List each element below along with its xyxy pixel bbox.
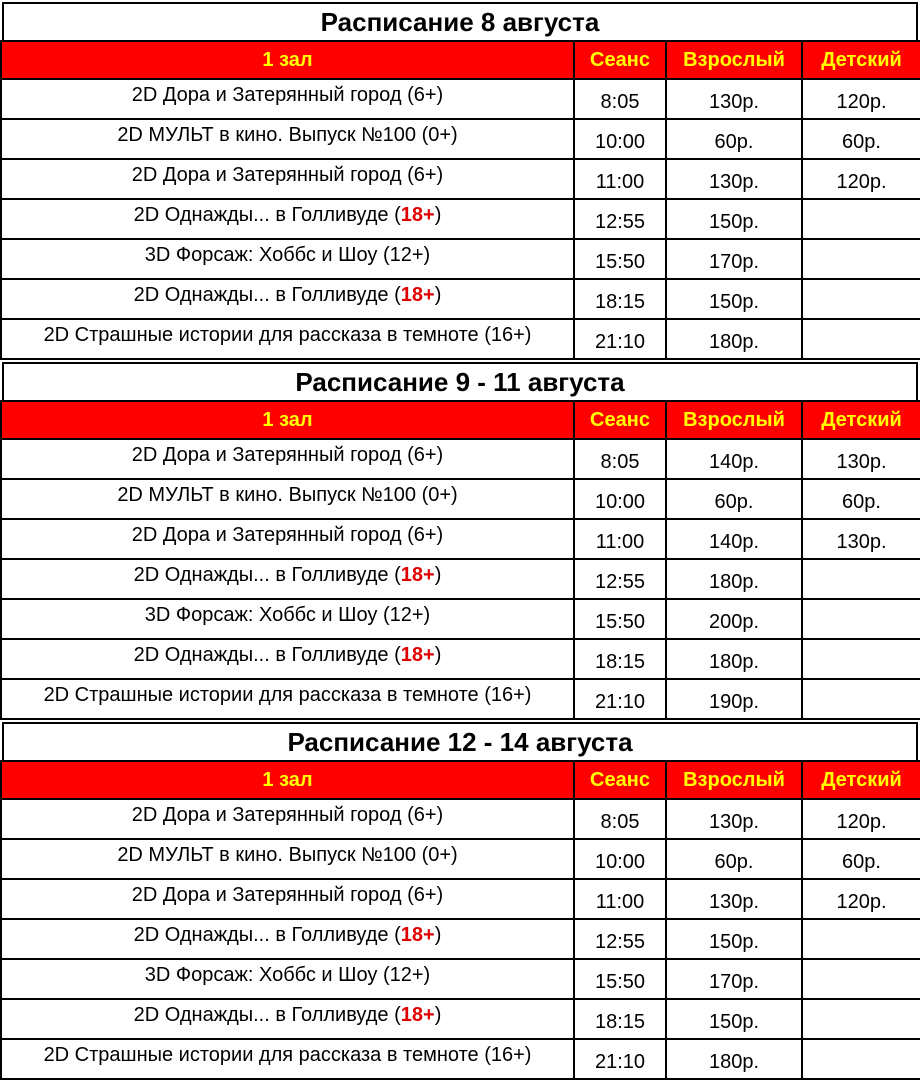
movie-title-cell bbox=[1, 599, 574, 639]
age-rating: 18+ bbox=[400, 564, 435, 586]
adult-price-cell: 150р. bbox=[666, 999, 802, 1039]
age-rating: (12+) bbox=[382, 604, 431, 626]
age-rating: (6+) bbox=[407, 804, 444, 826]
table-row bbox=[1, 959, 920, 999]
table-row bbox=[1, 479, 920, 519]
header-row bbox=[1, 401, 920, 439]
table-row bbox=[1, 239, 920, 279]
movie-title-cell bbox=[1, 879, 574, 919]
adult-price-cell: 130р. bbox=[666, 79, 802, 119]
movie-title: 2D Однажды... в Голливуде bbox=[133, 1004, 389, 1026]
table-row bbox=[1, 599, 920, 639]
child-price-cell: 60р. bbox=[802, 479, 920, 519]
table-row bbox=[1, 319, 920, 359]
age-rating: (12+) bbox=[382, 244, 431, 266]
movie-title-cell bbox=[1, 479, 574, 519]
movie-title-cell bbox=[1, 959, 574, 999]
showtime-cell: 12:55 bbox=[574, 559, 666, 599]
showtime-cell: 18:15 bbox=[574, 999, 666, 1039]
table-row bbox=[1, 679, 920, 719]
showtime-cell: 10:00 bbox=[574, 839, 666, 879]
table-row bbox=[1, 1039, 920, 1079]
child-price-cell: 60р. bbox=[802, 839, 920, 879]
movie-title: 2D Дора и Затерянный город bbox=[131, 804, 402, 826]
showtime-cell: 10:00 bbox=[574, 479, 666, 519]
child-price-cell bbox=[802, 319, 920, 359]
age-rating: 18+ bbox=[400, 204, 435, 226]
movie-title-cell bbox=[1, 1039, 574, 1079]
adult-price-cell: 170р. bbox=[666, 959, 802, 999]
movie-title-cell bbox=[1, 239, 574, 279]
movie-title-cell bbox=[1, 119, 574, 159]
showtime-cell: 11:00 bbox=[574, 519, 666, 559]
adult-price-cell: 190р. bbox=[666, 679, 802, 719]
movie-title: 2D Однажды... в Голливуде bbox=[133, 204, 389, 226]
table-row bbox=[1, 919, 920, 959]
showtime-cell: 12:55 bbox=[574, 919, 666, 959]
showtime-cell: 21:10 bbox=[574, 679, 666, 719]
showtime-cell: 15:50 bbox=[574, 959, 666, 999]
schedule-section bbox=[0, 360, 920, 719]
child-price-cell bbox=[802, 559, 920, 599]
adult-price-cell: 200р. bbox=[666, 599, 802, 639]
movie-title: 2D МУЛЬТ в кино. Выпуск №100 bbox=[117, 124, 416, 146]
child-price-cell bbox=[802, 279, 920, 319]
age-rating: 18+ bbox=[400, 924, 435, 946]
child-price-cell: 130р. bbox=[802, 439, 920, 479]
movie-title: 2D Страшные истории для рассказа в темноте bbox=[43, 324, 479, 346]
age-rating: (6+) bbox=[407, 84, 444, 106]
showtime-cell: 15:50 bbox=[574, 599, 666, 639]
header-time: Сеанс bbox=[574, 41, 666, 79]
age-rating: (6+) bbox=[407, 884, 444, 906]
movie-title-cell: 2D Однажды... в Голливуде (18+) bbox=[1, 279, 574, 319]
showtime-cell: 11:00 bbox=[574, 159, 666, 199]
schedule-table bbox=[0, 760, 920, 1080]
adult-price-cell: 180р. bbox=[666, 1039, 802, 1079]
showtime-cell: 21:10 bbox=[574, 1039, 666, 1079]
showtime-cell: 8:05 bbox=[574, 439, 666, 479]
movie-title-cell bbox=[1, 839, 574, 879]
movie-title-cell bbox=[1, 319, 574, 359]
table-row bbox=[1, 159, 920, 199]
table-row bbox=[1, 79, 920, 119]
movie-title-cell: 2D Однажды... в Голливуде (18+) bbox=[1, 639, 574, 679]
child-price-cell bbox=[802, 599, 920, 639]
movie-title: 3D Форсаж: Хоббс и Шоу bbox=[144, 604, 378, 626]
movie-title: 2D Дора и Затерянный город bbox=[131, 524, 402, 546]
adult-price-cell: 60р. bbox=[666, 119, 802, 159]
header-time: Сеанс bbox=[574, 761, 666, 799]
showtime-cell: 18:15 bbox=[574, 279, 666, 319]
showtime-cell: 11:00 bbox=[574, 879, 666, 919]
age-rating: (16+) bbox=[484, 1044, 532, 1066]
movie-title: 2D Однажды... в Голливуде bbox=[133, 644, 389, 666]
child-price-cell: 120р. bbox=[802, 159, 920, 199]
movie-title-cell bbox=[1, 679, 574, 719]
header-child-price: Детский bbox=[802, 761, 920, 799]
header-hall: 1 зал bbox=[1, 761, 574, 799]
child-price-cell: 120р. bbox=[802, 799, 920, 839]
header-hall: 1 зал bbox=[1, 401, 574, 439]
child-price-cell bbox=[802, 199, 920, 239]
header-row bbox=[1, 761, 920, 799]
movie-title: 2D Дора и Затерянный город bbox=[131, 84, 402, 106]
header-time: Сеанс bbox=[574, 401, 666, 439]
header-adult-price: Взрослый bbox=[666, 41, 802, 79]
age-rating: (0+) bbox=[421, 844, 458, 866]
schedule-section bbox=[0, 0, 920, 359]
table-row bbox=[1, 999, 920, 1039]
child-price-cell bbox=[802, 239, 920, 279]
section-title: Расписание 8 августа bbox=[2, 2, 918, 40]
table-row bbox=[1, 279, 920, 319]
child-price-cell: 120р. bbox=[802, 879, 920, 919]
child-price-cell bbox=[802, 639, 920, 679]
child-price-cell: 130р. bbox=[802, 519, 920, 559]
age-rating: (16+) bbox=[484, 684, 532, 706]
movie-title: 2D МУЛЬТ в кино. Выпуск №100 bbox=[117, 844, 416, 866]
child-price-cell bbox=[802, 1039, 920, 1079]
showtime-cell: 18:15 bbox=[574, 639, 666, 679]
child-price-cell bbox=[802, 679, 920, 719]
schedule-section bbox=[0, 720, 920, 1079]
movie-title: 3D Форсаж: Хоббс и Шоу bbox=[144, 244, 378, 266]
child-price-cell bbox=[802, 919, 920, 959]
movie-title: 2D Дора и Затерянный город bbox=[131, 444, 402, 466]
header-child-price: Детский bbox=[802, 401, 920, 439]
showtime-cell: 8:05 bbox=[574, 79, 666, 119]
showtime-cell: 10:00 bbox=[574, 119, 666, 159]
child-price-cell: 120р. bbox=[802, 79, 920, 119]
age-rating: (12+) bbox=[382, 964, 431, 986]
age-rating: (0+) bbox=[421, 124, 458, 146]
adult-price-cell: 130р. bbox=[666, 879, 802, 919]
movie-title: 2D Дора и Затерянный город bbox=[131, 884, 402, 906]
age-rating: (16+) bbox=[484, 324, 532, 346]
adult-price-cell: 140р. bbox=[666, 519, 802, 559]
adult-price-cell: 150р. bbox=[666, 919, 802, 959]
adult-price-cell: 170р. bbox=[666, 239, 802, 279]
adult-price-cell: 180р. bbox=[666, 639, 802, 679]
adult-price-cell: 150р. bbox=[666, 279, 802, 319]
table-row bbox=[1, 119, 920, 159]
movie-title: 2D Страшные истории для рассказа в темноте bbox=[43, 1044, 479, 1066]
movie-title-cell bbox=[1, 519, 574, 559]
movie-title-cell: 2D Однажды... в Голливуде (18+) bbox=[1, 199, 574, 239]
section-title: Расписание 9 - 11 августа bbox=[2, 362, 918, 400]
movie-title: 2D Страшные истории для рассказа в темноте bbox=[43, 684, 479, 706]
age-rating: (6+) bbox=[407, 444, 444, 466]
age-rating: (6+) bbox=[407, 524, 444, 546]
movie-title-cell bbox=[1, 159, 574, 199]
table-row bbox=[1, 519, 920, 559]
table-row bbox=[1, 799, 920, 839]
child-price-cell bbox=[802, 959, 920, 999]
header-row bbox=[1, 41, 920, 79]
child-price-cell: 60р. bbox=[802, 119, 920, 159]
movie-title-cell bbox=[1, 799, 574, 839]
movie-title-cell: 2D Однажды... в Голливуде (18+) bbox=[1, 999, 574, 1039]
adult-price-cell: 180р. bbox=[666, 319, 802, 359]
movie-title-cell bbox=[1, 79, 574, 119]
adult-price-cell: 130р. bbox=[666, 159, 802, 199]
table-row bbox=[1, 439, 920, 479]
table-row bbox=[1, 879, 920, 919]
age-rating: (0+) bbox=[421, 484, 458, 506]
showtime-cell: 12:55 bbox=[574, 199, 666, 239]
showtime-cell: 21:10 bbox=[574, 319, 666, 359]
table-row bbox=[1, 559, 920, 599]
table-row bbox=[1, 839, 920, 879]
age-rating: 18+ bbox=[400, 284, 435, 306]
schedule-table bbox=[0, 400, 920, 720]
movie-title: 2D МУЛЬТ в кино. Выпуск №100 bbox=[117, 484, 416, 506]
table-row bbox=[1, 639, 920, 679]
adult-price-cell: 60р. bbox=[666, 479, 802, 519]
age-rating: (6+) bbox=[407, 164, 444, 186]
adult-price-cell: 140р. bbox=[666, 439, 802, 479]
showtime-cell: 15:50 bbox=[574, 239, 666, 279]
adult-price-cell: 130р. bbox=[666, 799, 802, 839]
adult-price-cell: 180р. bbox=[666, 559, 802, 599]
header-adult-price: Взрослый bbox=[666, 761, 802, 799]
movie-title-cell: 2D Однажды... в Голливуде (18+) bbox=[1, 919, 574, 959]
table-row bbox=[1, 199, 920, 239]
movie-title-cell bbox=[1, 439, 574, 479]
showtime-cell: 8:05 bbox=[574, 799, 666, 839]
movie-title-cell: 2D Однажды... в Голливуде (18+) bbox=[1, 559, 574, 599]
schedule-table bbox=[0, 40, 920, 360]
movie-title: 2D Однажды... в Голливуде bbox=[133, 284, 389, 306]
movie-title: 2D Однажды... в Голливуде bbox=[133, 924, 389, 946]
movie-title: 2D Дора и Затерянный город bbox=[131, 164, 402, 186]
movie-title: 2D Однажды... в Голливуде bbox=[133, 564, 389, 586]
child-price-cell bbox=[802, 999, 920, 1039]
section-title: Расписание 12 - 14 августа bbox=[2, 722, 918, 760]
header-child-price: Детский bbox=[802, 41, 920, 79]
header-adult-price: Взрослый bbox=[666, 401, 802, 439]
header-hall: 1 зал bbox=[1, 41, 574, 79]
age-rating: 18+ bbox=[400, 644, 435, 666]
age-rating: 18+ bbox=[400, 1004, 435, 1026]
movie-title: 3D Форсаж: Хоббс и Шоу bbox=[144, 964, 378, 986]
adult-price-cell: 150р. bbox=[666, 199, 802, 239]
adult-price-cell: 60р. bbox=[666, 839, 802, 879]
